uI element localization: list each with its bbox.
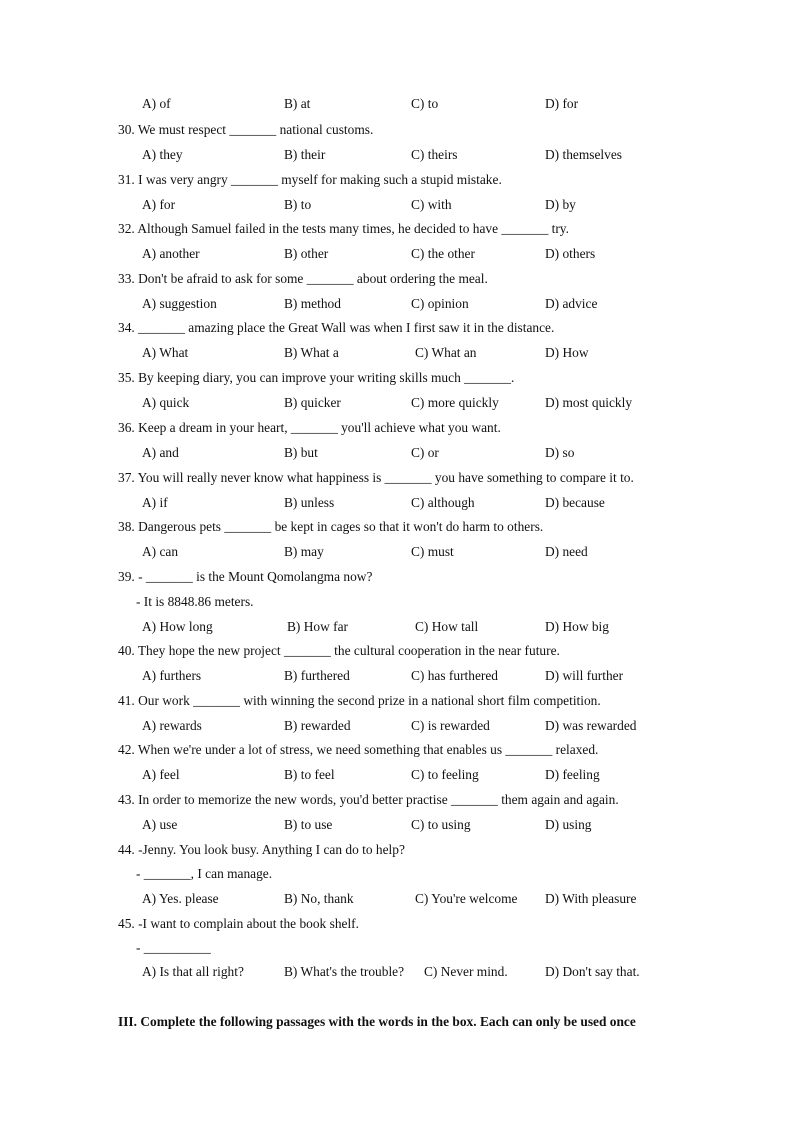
option-c: C) to feeling [411,767,479,782]
option-a: A) Is that all right? [142,964,244,979]
dialogue-line: - It is 8848.86 meters. [136,594,254,609]
option-b: B) to [284,197,312,212]
option-d: D) so [545,445,575,460]
option-b: B) No, thank [284,891,354,906]
question-text: 34. _______ amazing place the Great Wall was when I first saw it in the distance. [118,320,555,335]
option-a: A) feel [142,767,180,782]
option-b: B) other [284,246,329,261]
question-text: 44. -Jenny. You look busy. Anything I can do to help? [118,842,405,857]
option-c: C) How tall [415,619,479,634]
option-d: D) others [545,246,596,261]
option-d: D) How big [545,619,609,634]
question-text: 36. Keep a dream in your heart, _______ you'll achieve what you want. [118,420,501,435]
option-a: A) can [142,544,179,559]
option-a: A) Yes. please [142,891,219,906]
option-d: D) because [545,495,605,510]
option-d: D) Don't say that. [545,964,640,979]
option-b: B) unless [284,495,335,510]
question-text: 39. - _______ is the Mount Qomolangma now? [118,569,373,584]
question-text: 43. In order to memorize the new words, you'd better practise _______ them again and again. [118,792,619,807]
option-c: C) the other [411,246,475,261]
option-b: B) to use [284,817,333,832]
option-b: B) may [284,544,324,559]
option-b: B) What a [284,345,339,360]
option-b: B) to feel [284,767,335,782]
option-a: A) if [142,495,168,510]
option-a: A) use [142,817,178,832]
option-d: D) advice [545,296,598,311]
option-c: C) to [411,96,439,111]
option-d: D) using [545,817,592,832]
option-a: A) How long [142,619,213,634]
option-c: C) Never mind. [424,964,508,979]
option-b: B) furthered [284,668,350,683]
option-a: A) quick [142,395,190,410]
question-text: 38. Dangerous pets _______ be kept in cages so that it won't do harm to others. [118,519,544,534]
option-c: C) or [411,445,439,460]
option-d: D) themselves [545,147,622,162]
question-text: 40. They hope the new project _______ the cultural cooperation in the near future. [118,643,560,658]
option-c: C) You're welcome [415,891,518,906]
question-text: 35. By keeping diary, you can improve your writing skills much _______. [118,370,515,385]
option-d: D) was rewarded [545,718,637,733]
option-a: A) another [142,246,200,261]
option-b: B) rewarded [284,718,351,733]
question-text: 33. Don't be afraid to ask for some _______ about ordering the meal. [118,271,488,286]
option-a: A) rewards [142,718,202,733]
option-b: B) at [284,96,311,111]
option-a: A) of [142,96,171,111]
option-a: A) for [142,197,176,212]
option-c: C) although [411,495,475,510]
option-b: B) What's the trouble? [284,964,405,979]
option-c: C) must [411,544,454,559]
question-text: 30. We must respect _______ national customs. [118,122,374,137]
option-d: D) need [545,544,588,559]
option-c: C) with [411,197,452,212]
option-c: C) is rewarded [411,718,490,733]
option-c: C) more quickly [411,395,499,410]
option-d: D) most quickly [545,395,633,410]
option-b: B) but [284,445,318,460]
option-a: A) furthers [142,668,202,683]
question-text: 42. When we're under a lot of stress, we need something that enables us _______ relaxed. [118,742,599,757]
option-b: B) How far [287,619,348,634]
option-c: C) to using [411,817,471,832]
option-c: C) What an [415,345,477,360]
option-d: D) feeling [545,767,600,782]
option-a: A) they [142,147,183,162]
option-c: C) has furthered [411,668,499,683]
question-text: 31. I was very angry _______ myself for making such a stupid mistake. [118,172,502,187]
option-d: D) How [545,345,589,360]
dialogue-line: - __________ [136,940,211,955]
option-d: D) for [545,96,579,111]
option-d: D) will further [545,668,624,683]
section-heading: III. Complete the following passages with the words in the box. Each can only be used once [118,1014,636,1029]
question-text: 41. Our work _______ with winning the second prize in a national short film competition. [118,693,601,708]
option-a: A) and [142,445,179,460]
option-a: A) suggestion [142,296,217,311]
question-text: 32. Although Samuel failed in the tests many times, he decided to have _______ try. [118,221,569,236]
option-b: B) method [284,296,341,311]
option-d: D) With pleasure [545,891,637,906]
option-b: B) their [284,147,326,162]
question-text: 37. You will really never know what happiness is _______ you have something to compare it to. [118,470,634,485]
option-c: C) opinion [411,296,469,311]
option-c: C) theirs [411,147,458,162]
dialogue-line: - _______, I can manage. [136,866,273,881]
question-text: 45. -I want to complain about the book shelf. [118,916,359,931]
option-a: A) What [142,345,189,360]
option-b: B) quicker [284,395,341,410]
option-d: D) by [545,197,576,212]
